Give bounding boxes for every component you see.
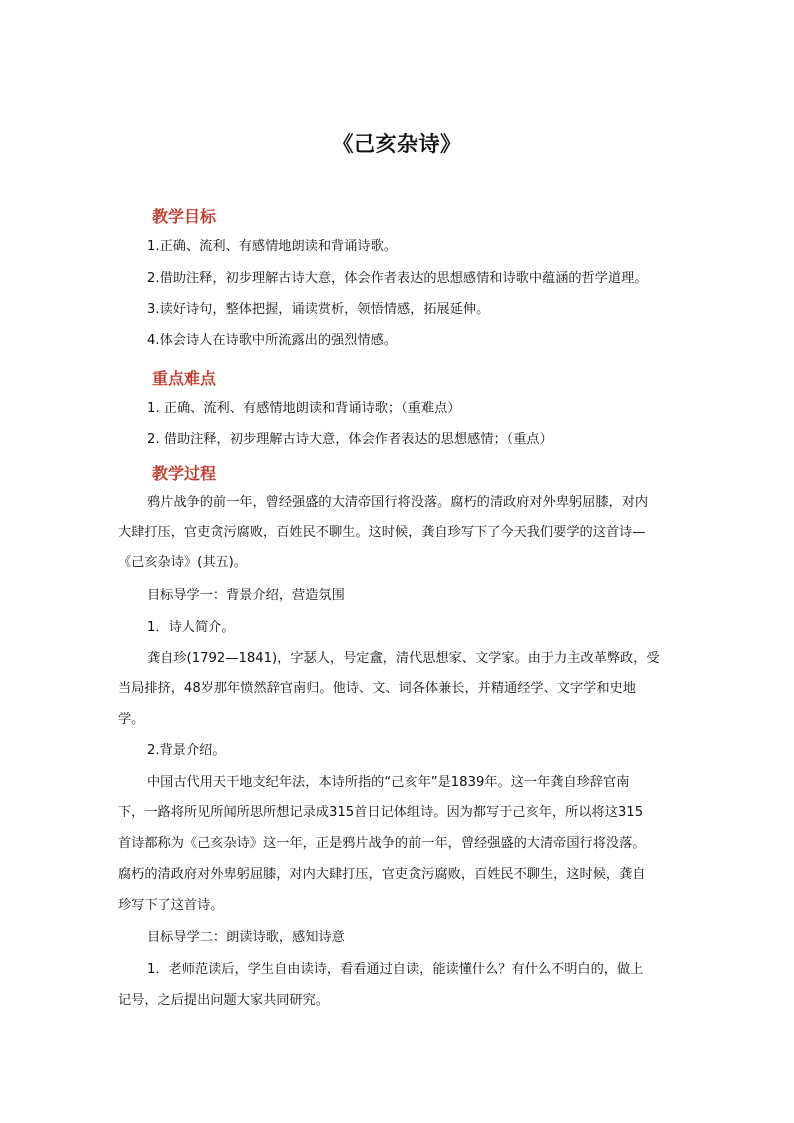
document-title: 《己亥杂诗》	[332, 132, 462, 156]
key-point-item: 2. 借助注释，初步理解古诗大意，体会作者表达的思想感情；（重点）	[147, 432, 553, 447]
process-line: 首诗都称为《己亥杂诗》这一年，正是鸦片战争的前一年，曾经强盛的大清帝国行将没落。	[118, 836, 646, 851]
process-line: 1．诗人简介。	[147, 620, 235, 635]
section-heading-objectives: 教学目标	[152, 207, 217, 226]
section-heading-key-points: 重点难点	[152, 369, 217, 388]
process-line: 腐朽的清政府对外卑躬屈膝，对内大肆打压，官吏贪污腐败，百姓民不聊生，这时候，龚自	[118, 867, 646, 882]
process-line: 下，一路将所见所闻所思所想记录成315首日记体组诗。因为都写于己亥年，所以将这315	[118, 805, 644, 820]
process-line: 珍写下了这首诗。	[118, 898, 224, 913]
objective-item: 3.读好诗句，整体把握，诵读赏析，领悟情感，拓展延伸。	[147, 302, 490, 317]
objective-item: 1.正确、流利、有感情地朗读和背诵诗歌。	[147, 239, 397, 254]
section-heading-process: 教学过程	[152, 464, 217, 483]
process-line: 学。	[118, 712, 145, 727]
process-line: 1．老师范读后，学生自由读诗，看看通过自读，能读懂什么？有什么不明白的，做上	[147, 962, 644, 977]
objective-item: 4.体会诗人在诗歌中所流露出的强烈情感。	[147, 333, 397, 348]
process-line: 中国古代用天干地支纪年法，本诗所指的“己亥年”是1839年。这一年龚自珍辞官南	[147, 775, 630, 790]
process-line: 大肆打压，官吏贪污腐败，百姓民不聊生。这时候，龚自珍写下了今天我们要学的这首诗—	[118, 525, 646, 540]
process-line: 2.背景介绍。	[147, 743, 226, 758]
process-line: 《己亥杂诗》(其五)。	[118, 555, 247, 570]
process-line: 当局排挤，48岁那年愤然辞官南归。他诗、文、词各体兼长，并精通经学、文字学和史地	[118, 681, 636, 696]
process-subheading: 目标导学一：背景介绍，营造氛围	[147, 588, 345, 603]
process-line: 龚自珍(1792—1841)，字瑟人，号定盦，清代思想家、文学家。由于力主改革弊政，受	[147, 651, 660, 666]
process-subheading: 目标导学二：朗读诗歌，感知诗意	[147, 930, 345, 945]
objective-item: 2.借助注释，初步理解古诗大意，体会作者表达的思想感情和诗歌中蕴涵的哲学道理。	[147, 271, 648, 286]
process-line: 鸦片战争的前一年，曾经强盛的大清帝国行将没落。腐朽的清政府对外卑躬屈膝，对内	[147, 495, 649, 510]
process-line: 记号，之后提出问题大家共同研究。	[118, 993, 329, 1008]
key-point-item: 1. 正确、流利、有感情地朗读和背诵诗歌；（重难点）	[147, 401, 461, 416]
